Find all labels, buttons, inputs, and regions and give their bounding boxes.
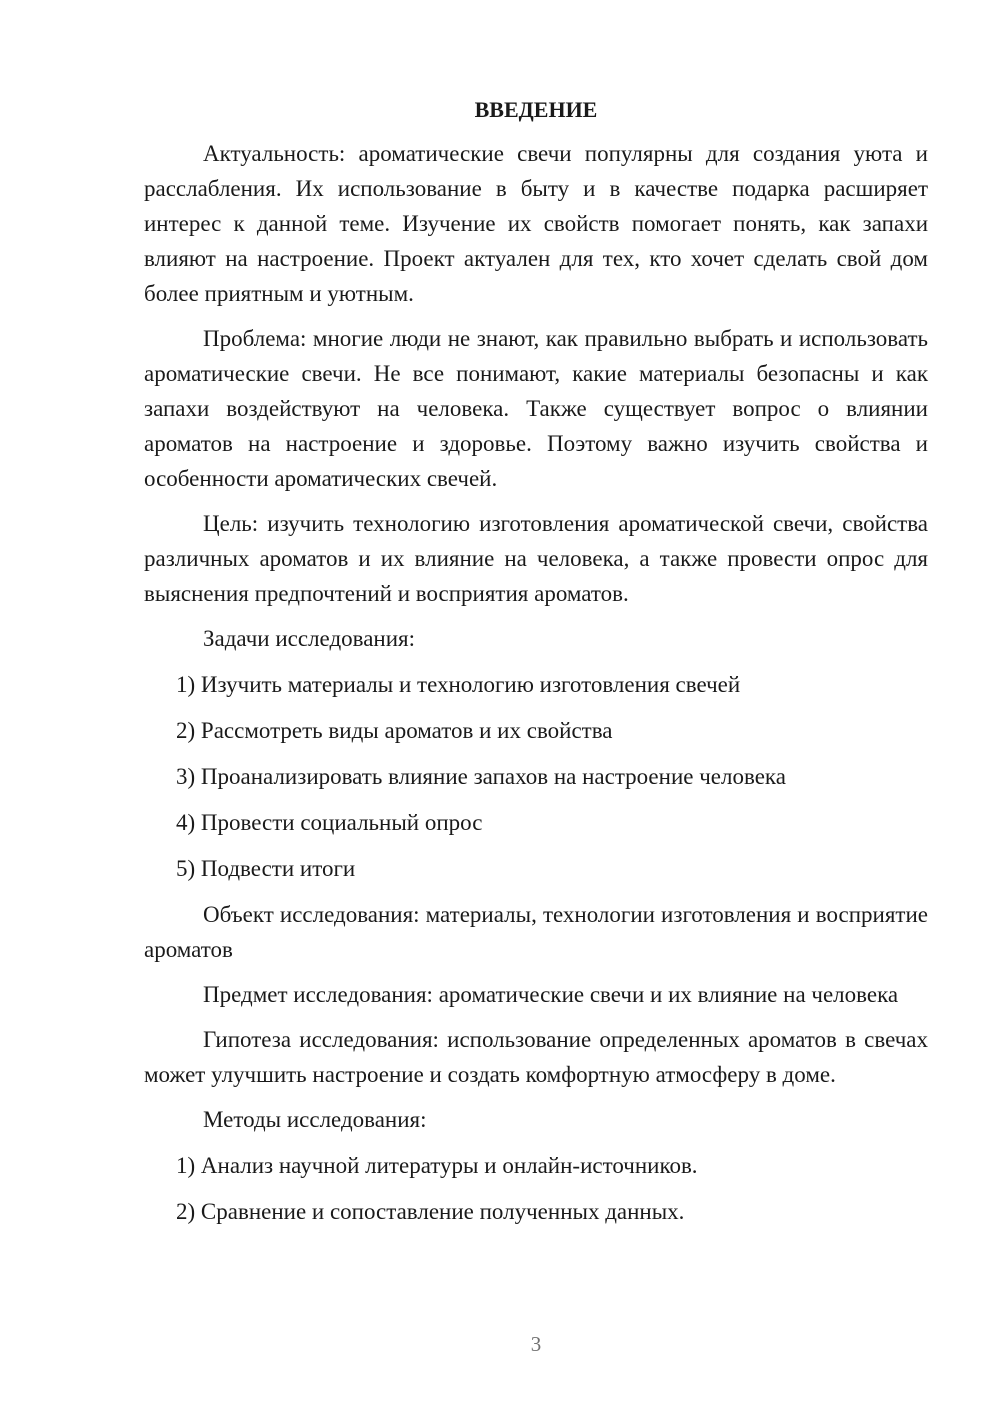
list-item: 2) Сравнение и сопоставление полученных данных. (176, 1199, 685, 1224)
tasks-list (144, 667, 928, 886)
list-item: 1) Анализ научной литературы и онлайн-источников. (176, 1153, 698, 1178)
tasks-label: Задачи исследования: (203, 626, 416, 651)
subject-paragraph: Предмет исследования: ароматические свечи и их влияние на человека (203, 982, 899, 1007)
document-page (144, 92, 928, 1240)
page-number: 3 (530, 1332, 542, 1356)
list-item: 1) Изучить материалы и технологию изготовления свечей (176, 672, 741, 697)
page-title: ВВЕДЕНИЕ (474, 97, 598, 122)
object-paragraph: Объект исследования: материалы, технологии изготовления и восприятие ароматов (144, 902, 928, 962)
goal-paragraph: Цель: изучить технологию изготовления ароматической свечи, свойства различных ароматов и их влияние на человека, а также провести опрос для выяснения предпочтений и восприятия ароматов. (144, 511, 928, 606)
list-item: 3) Проанализировать влияние запахов на настроение человека (176, 764, 786, 789)
list-item: 2) Рассмотреть виды ароматов и их свойства (176, 718, 613, 743)
methods-label: Методы исследования: (203, 1107, 427, 1132)
list-item: 4) Провести социальный опрос (176, 810, 483, 835)
problem-paragraph: Проблема: многие люди не знают, как правильно выбрать и использовать ароматические свечи. Не все понимают, какие материалы безопасны и как запахи воздействуют на человека. Также существует вопрос о влиянии ароматов на настроение и здоровье. Поэтому важно изучить свойства и особенности ароматических свечей. (144, 326, 928, 491)
list-item: 5) Подвести итоги (176, 856, 356, 881)
hypothesis-paragraph: Гипотеза исследования: использование определенных ароматов в свечах может улучшить настроение и создать комфортную атмосферу в доме. (144, 1027, 928, 1087)
methods-list (144, 1148, 928, 1229)
relevance-paragraph: Актуальность: ароматические свечи популярны для создания уюта и расслабления. Их использование в быту и в качестве подарка расширяет интерес к данной теме. Изучение их свойств помогает понять, как запахи влияют на настроение. Проект актуален для тех, кто хочет сделать свой дом более приятным и уютным. (144, 141, 928, 306)
